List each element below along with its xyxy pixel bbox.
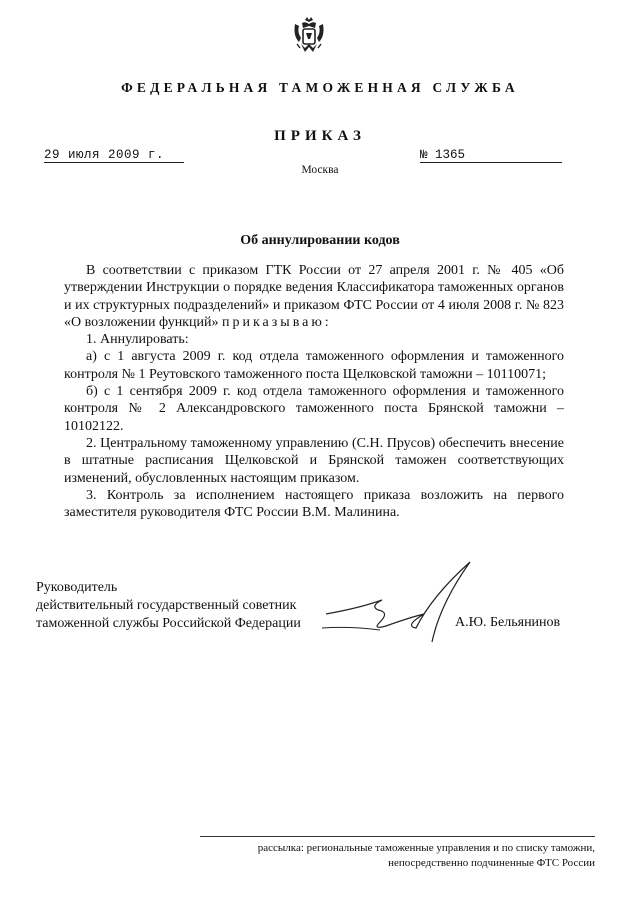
distribution-note: [200, 841, 595, 871]
signatory-rank-line1: действительный государственный советник: [36, 598, 297, 613]
agency-name: ФЕДЕРАЛЬНАЯ ТАМОЖЕННАЯ СЛУЖБА: [121, 80, 519, 95]
issue-city: Москва: [301, 164, 339, 176]
coat-of-arms-emblem: [291, 14, 327, 60]
document-type: ПРИКАЗ: [274, 128, 366, 144]
preamble-text: В соответствии с приказом ГТК России от 27 апреля 2001 г. № 405 «Об утверждении Инструкции о порядке ведения Классификатора таможенных органов и их структурных подразделений» и приказом ФТС России от 4 июля 2008 г. № 823 «О возложении функций»: [64, 263, 564, 330]
handwritten-signature: [320, 556, 480, 646]
order-title: Об аннулировании кодов: [240, 233, 400, 248]
signatory-name: А.Ю. Бельянинов: [455, 615, 561, 630]
order-keyword: приказываю:: [221, 314, 332, 330]
order-number: № 1365: [420, 148, 562, 163]
distribution-line1: рассылка: региональные таможенные управления и по списку таможни,: [257, 842, 595, 854]
signatory-title-block: [36, 579, 301, 633]
item-1-paragraph: 1. Аннулировать:: [86, 332, 189, 348]
signatory-position: Руководитель: [36, 580, 118, 595]
distribution-divider: [200, 836, 595, 837]
item-3-paragraph: 3. Контроль за исполнением настоящего приказа возложить на первого заместителя руководителя ФТС России В.М. Малинина.: [64, 487, 564, 521]
item-2-paragraph: 2. Центральному таможенному управлению (С.Н. Прусов) обеспечить внесение в штатные расписания Щелковской и Брянской таможен соответствующих изменений, обусловленных настоящим приказом.: [64, 435, 564, 486]
item-1b-paragraph: б) с 1 сентября 2009 г. код отдела таможенного оформления и таможенного контроля № 2 Александровского таможенного поста Брянской таможни – 10102122.: [64, 384, 564, 434]
signatory-rank-line2: таможенной службы Российской Федерации: [36, 616, 301, 631]
order-body: [64, 262, 564, 521]
item-1a-paragraph: а) с 1 августа 2009 г. код отдела таможенного оформления и таможенного контроля № 1 Реутовского таможенного поста Щелковской таможни – 10110071;: [64, 349, 564, 382]
preamble-paragraph: [64, 262, 564, 331]
order-date: 29 июля 2009 г.: [44, 148, 184, 163]
distribution-line2: непосредственно подчиненные ФТС России: [388, 857, 595, 869]
